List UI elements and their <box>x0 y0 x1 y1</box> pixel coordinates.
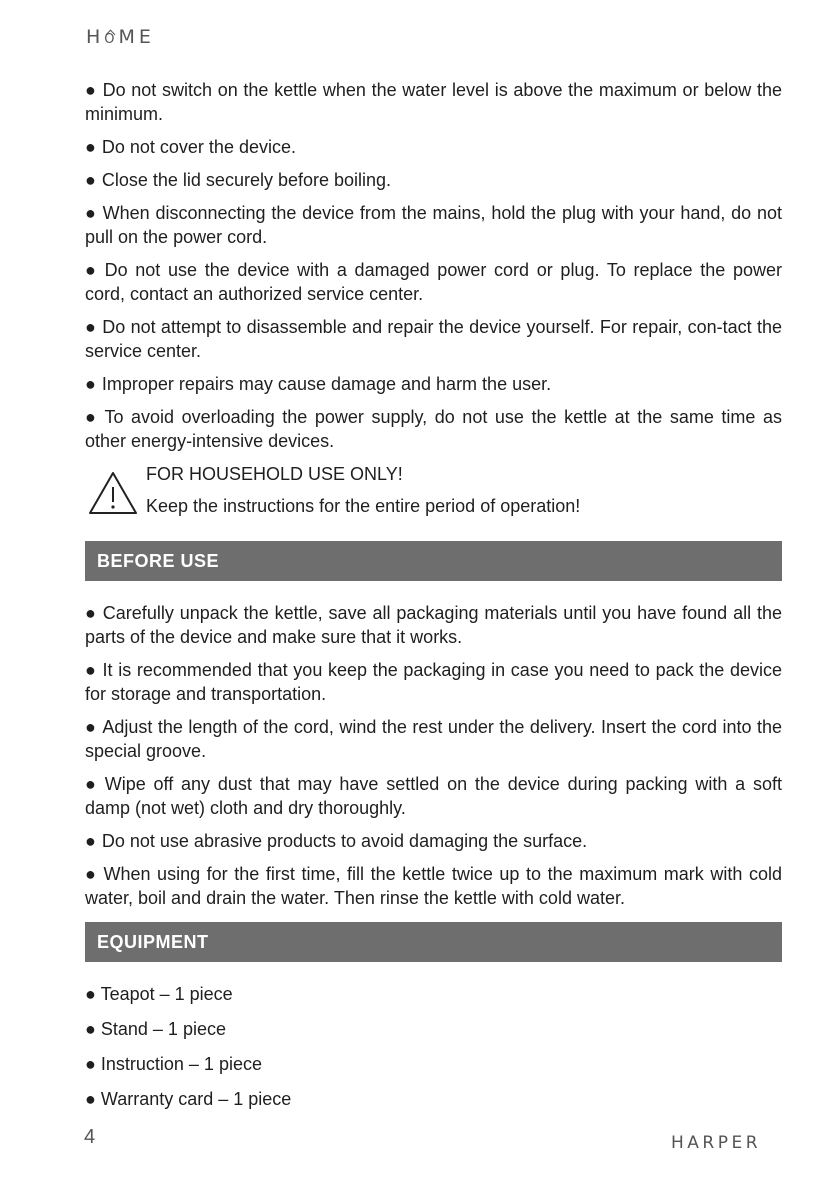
list-item: ● Do not attempt to disassemble and repair the device yourself. For repair, con-tact the service center. <box>85 317 783 361</box>
list-item: ● To avoid overloading the power supply, do not use the kettle at the same time as other energy-intensive devices. <box>85 407 783 451</box>
bullet-icon: ● <box>85 1054 101 1074</box>
list-item: ● Do not switch on the kettle when the water level is above the maximum or below the minimum. <box>85 80 783 124</box>
list-item: ● Carefully unpack the kettle, save all packaging materials until you have found all the parts of the device and make sure that it works. <box>85 603 783 647</box>
home-logo-roof-icon: O <box>104 32 119 47</box>
list-item: ● Close the lid securely before boiling. <box>85 170 392 190</box>
bullet-icon: ● <box>85 984 101 1004</box>
bullet-icon: ● <box>85 603 97 623</box>
section-title-equipment: EQUIPMENT <box>85 922 782 962</box>
list-item: ● It is recommended that you keep the packaging in case you need to pack the device for storage and transportation. <box>85 660 782 704</box>
bullet-icon: ● <box>85 864 98 884</box>
list-item: ● Improper repairs may cause damage and harm the user. <box>85 374 552 394</box>
bullet-icon: ● <box>85 137 96 157</box>
equipment-list <box>85 982 782 1111</box>
list-item: ● Stand – 1 piece <box>85 1019 226 1039</box>
list-item: ● Teapot – 1 piece <box>85 984 233 1004</box>
bullet-icon: ● <box>85 170 96 190</box>
bullet-icon: ● <box>85 660 97 680</box>
safety-list <box>85 78 782 453</box>
bullet-icon: ● <box>85 717 97 737</box>
harper-logo: HARPER <box>671 1133 762 1153</box>
page-number: 4 <box>84 1126 96 1148</box>
household-warning <box>85 462 782 528</box>
bullet-icon: ● <box>85 1019 101 1039</box>
bullet-icon: ● <box>85 374 96 394</box>
before-use-list <box>85 601 782 910</box>
list-item: ● When disconnecting the device from the mains, hold the plug with your hand, do not pull on the power cord. <box>85 203 782 247</box>
bullet-icon: ● <box>85 831 96 851</box>
bullet-icon: ● <box>85 1089 101 1109</box>
warning-line-household: FOR HOUSEHOLD USE ONLY! <box>146 464 403 484</box>
page-content <box>85 78 782 1122</box>
bullet-icon: ● <box>85 774 99 794</box>
list-item: ● Warranty card – 1 piece <box>85 1089 292 1109</box>
list-item: ● Do not use abrasive products to avoid damaging the surface. <box>85 831 588 851</box>
list-item: ● Wipe off any dust that may have settled on the device during packing with a soft damp (not wet) cloth and dry thoroughly. <box>85 774 782 818</box>
list-item: ● Do not cover the device. <box>85 137 296 157</box>
list-item: ● When using for the first time, fill the kettle twice up to the maximum mark with cold water, boil and drain the water. Then rinse the kettle with cold water. <box>85 864 782 908</box>
home-logo: HOME <box>86 26 155 48</box>
section-title-before-use: BEFORE USE <box>85 541 782 581</box>
bullet-icon: ● <box>85 407 99 427</box>
warning-line-instructions: Keep the instructions for the entire period of operation! <box>146 496 581 516</box>
list-item: ● Do not use the device with a damaged power cord or plug. To replace the power cord, contact an authorized service center. <box>85 260 782 304</box>
warning-triangle-icon <box>87 470 139 516</box>
list-item: ● Instruction – 1 piece <box>85 1054 262 1074</box>
bullet-icon: ● <box>85 80 97 100</box>
bullet-icon: ● <box>85 203 97 223</box>
bullet-icon: ● <box>85 317 97 337</box>
list-item: ● Adjust the length of the cord, wind the rest under the delivery. Insert the cord into the special groove. <box>85 717 783 761</box>
bullet-icon: ● <box>85 260 99 280</box>
